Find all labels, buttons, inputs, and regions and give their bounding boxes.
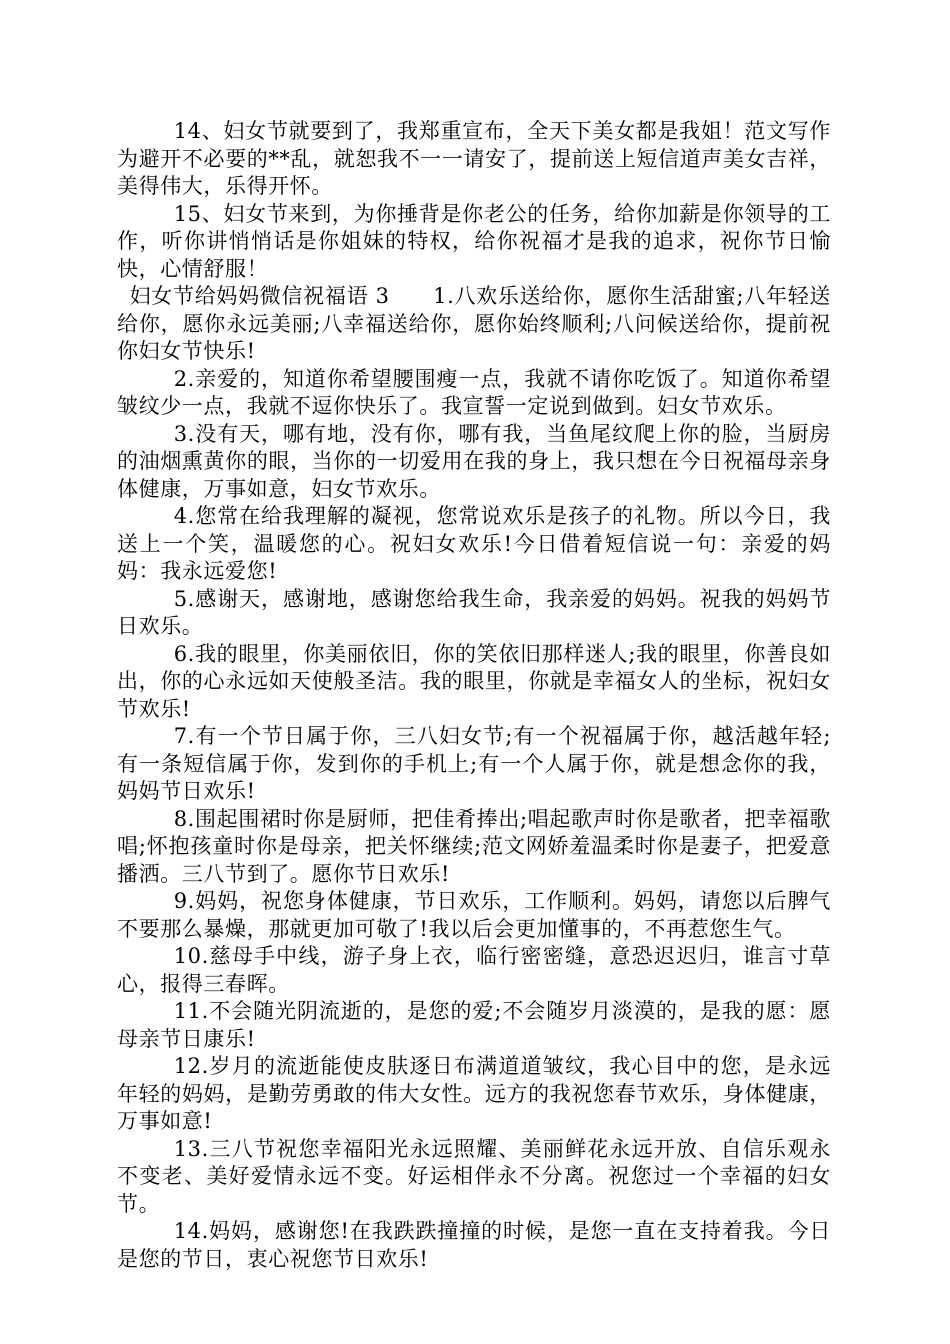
- paragraph-item-9: 9.妈妈，祝您身体健康，节日欢乐，工作顺利。妈妈，请您以后脾气不要那么暴燥，那就更加可敬了!我以后会更加懂事的，不再惹您生气。: [117, 889, 831, 941]
- paragraph-item-7: 7.有一个节日属于你，三八妇女节;有一个祝福属于你，越活越年轻;有一条短信属于你，发到你的手机上;有一个人属于你，就是想念你的我，妈妈节日欢乐!: [117, 724, 831, 803]
- paragraph-item-14: 14.妈妈，感谢您!在我跌跌撞撞的时候，是您一直在支持着我。今日是您的节日，衷心祝您节日欢乐!: [117, 1219, 831, 1271]
- paragraph-item-5: 5.感谢天，感谢地，感谢您给我生命，我亲爱的妈妈。祝我的妈妈节日欢乐。: [117, 586, 831, 638]
- paragraph-item-6: 6.我的眼里，你美丽依旧，你的笑依旧那样迷人;我的眼里，你善良如出，你的心永远如天使般圣洁。我的眼里，你就是幸福女人的坐标，祝妇女节欢乐!: [117, 641, 831, 721]
- paragraph-item-3: 3.没有天，哪有地，没有你，哪有我，当鱼尾纹爬上你的脸，当厨房的油烟熏黄你的眼，当你的一切爱用在我的身上，我只想在今日祝福母亲身体健康，万事如意，妇女节欢乐。: [117, 421, 831, 501]
- paragraph-item-13: 13.三八节祝您幸福阳光永远照耀、美丽鲜花永远开放、自信乐观永不变老、美好爱情永远不变。好运相伴永不分离。祝您过一个幸福的妇女节。: [117, 1136, 831, 1216]
- paragraph-14-womens-day-announcement: 14、妇女节就要到了，我郑重宣布，全天下美女都是我姐！范文写作为避开不必要的**乱，就恕我不一一请安了，提前送上短信道声美女吉祥，美得伟大，乐得开怀。: [117, 119, 831, 198]
- paragraph-item-11: 11.不会随光阴流逝的，是您的爱;不会随岁月淡漠的，是我的愿：愿母亲节日康乐!: [117, 999, 831, 1051]
- paragraph-item-12: 12.岁月的流逝能使皮肤逐日布满道道皱纹，我心目中的您，是永远年轻的妈妈，是勤劳勇敢的伟大女性。远方的我祝您春节欢乐，身体健康，万事如意!: [117, 1054, 831, 1133]
- section-heading-paragraph: 妇女节给妈妈微信祝福语 3 1.八欢乐送给你，愿你生活甜蜜;八年轻送给你，愿你永远美丽;八幸福送给你，愿你始终顺利;八问候送给你，提前祝你妇女节快乐!: [117, 284, 831, 363]
- paragraph-item-10: 10.慈母手中线，游子身上衣，临行密密缝，意恐迟迟归，谁言寸草心，报得三春晖。: [117, 944, 831, 996]
- paragraph-15-womens-day-wishes: 15、妇女节来到，为你捶背是你老公的任务，给你加薪是你领导的工作，听你讲悄悄话是你姐妹的特权，给你祝福才是我的追求，祝你节日愉快，心情舒服！: [117, 201, 831, 281]
- paragraph-item-2: 2.亲爱的，知道你希望腰围瘦一点，我就不请你吃饭了。知道你希望皱纹少一点，我就不逗你快乐了。我宣誓一定说到做到。妇女节欢乐。: [117, 366, 831, 418]
- document-page: [117, 118, 831, 1273]
- paragraph-item-4: 4.您常在给我理解的凝视，您常说欢乐是孩子的礼物。所以今日，我送上一个笑，温暖您的心。祝妇女欢乐!今日借着短信说一句：亲爱的妈妈：我永远爱您!: [117, 504, 831, 583]
- paragraph-item-8: 8.围起围裙时你是厨师，把佳肴捧出;唱起歌声时你是歌者，把幸福歌唱;怀抱孩童时你是母亲，把关怀继续;范文网娇羞温柔时你是妻子，把爱意播洒。三八节到了。愿你节日欢乐!: [117, 806, 831, 886]
